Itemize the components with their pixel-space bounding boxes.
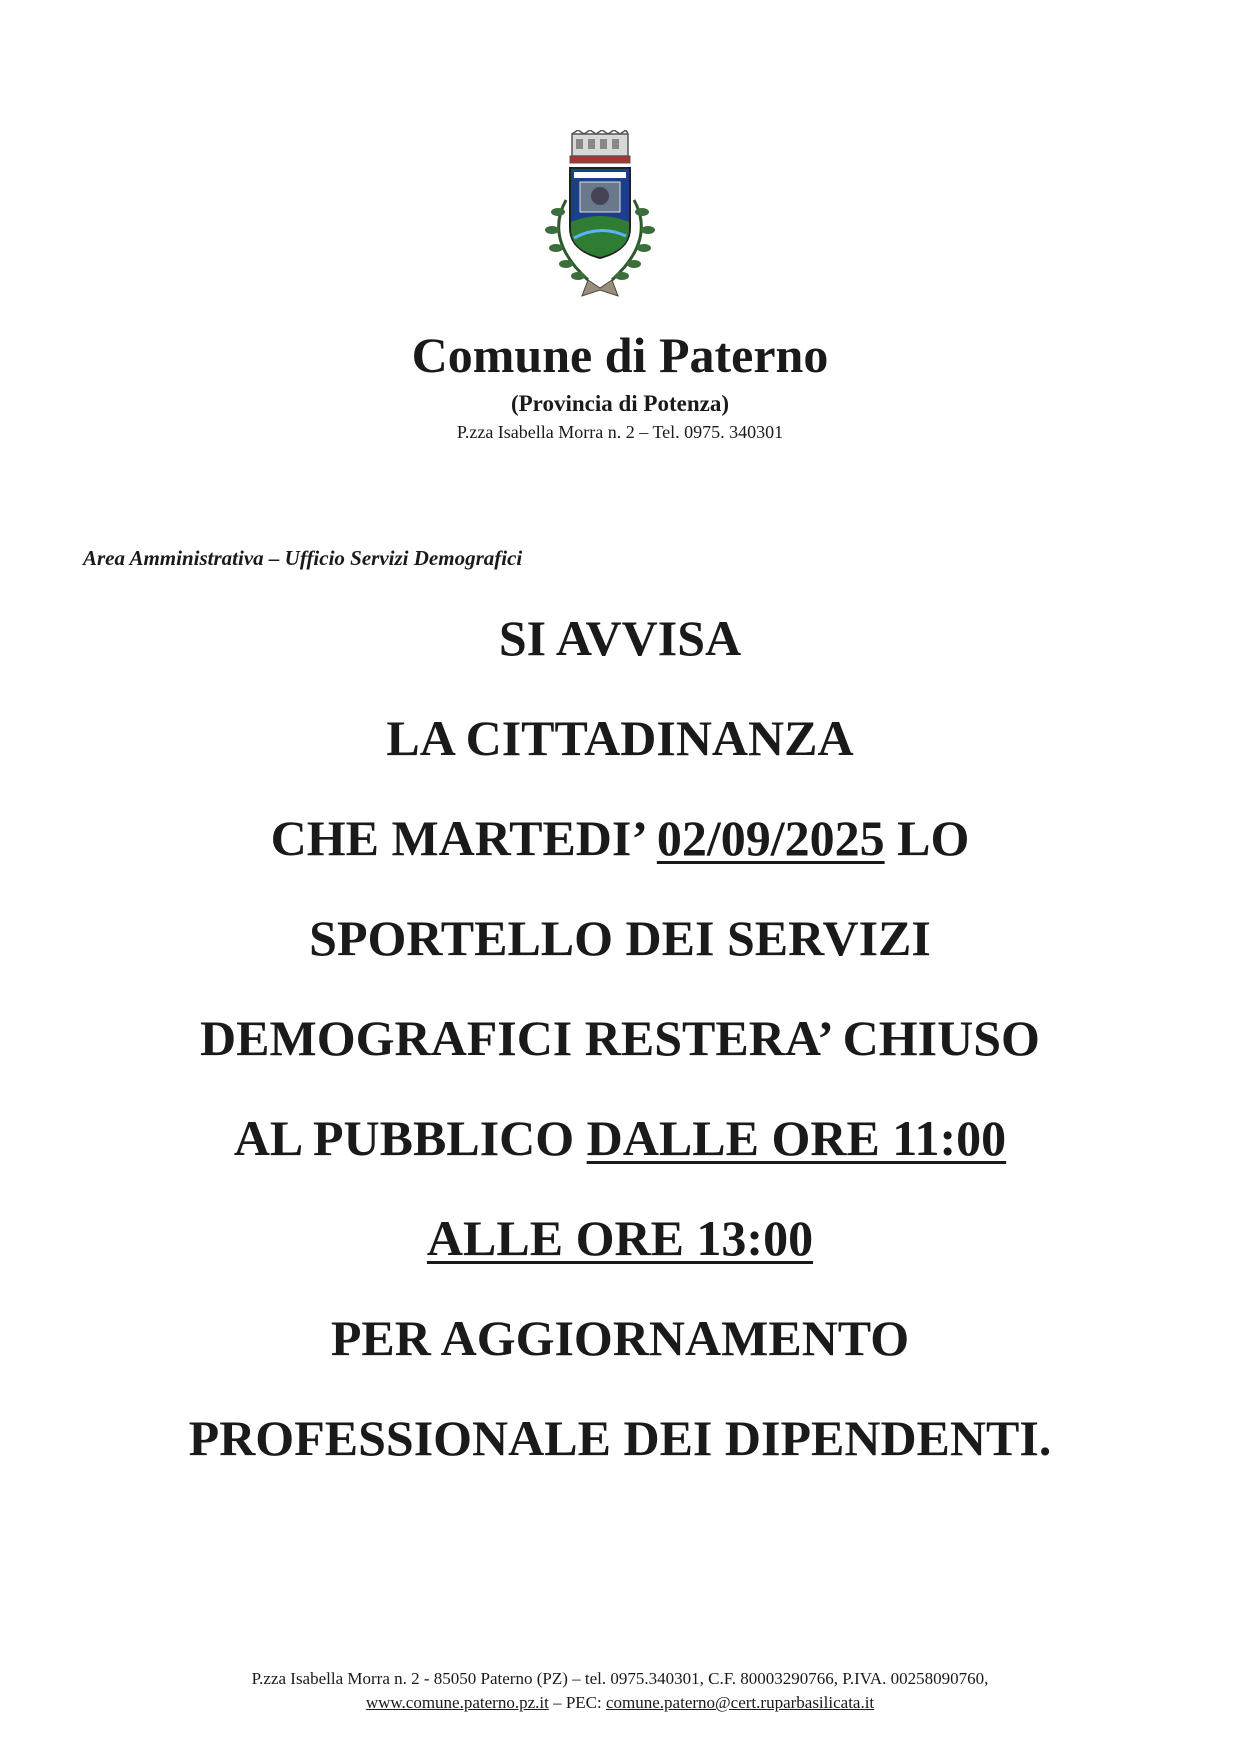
footer-contacts: [0, 1691, 1240, 1715]
pec-email-link[interactable]: comune.paterno@cert.ruparbasilicata.it: [605, 1693, 875, 1712]
notice-line: DEMOGRAFICI RESTERA’ CHIUSO: [200, 1010, 1040, 1066]
province-label: (Provincia di Potenza): [510, 391, 730, 416]
header-address: P.zza Isabella Morra n. 2 – Tel. 0975. 340301: [456, 422, 784, 442]
notice-line: [0, 1098, 1240, 1198]
notice-body: [0, 598, 1240, 1498]
notice-line: SI AVVISA: [498, 610, 742, 666]
closure-date: 02/09/2025: [656, 810, 885, 866]
pec-label: – PEC:: [548, 1693, 606, 1712]
closure-start-time: DALLE ORE 11:00: [586, 1110, 1007, 1166]
municipal-crest: [530, 130, 670, 310]
notice-line: PROFESSIONALE DEI DIPENDENTI.: [188, 1410, 1052, 1466]
municipality-name: Comune di Paterno: [411, 327, 829, 383]
notice-line: SPORTELLO DEI SERVIZI: [309, 910, 931, 966]
notice-text: CHE MARTEDI’: [270, 810, 657, 866]
department-label: Area Amministrativa – Ufficio Servizi Demografici: [83, 546, 523, 570]
footer: [0, 1667, 1240, 1715]
notice-text: AL PUBBLICO: [233, 1110, 587, 1166]
notice-line: [0, 1198, 1240, 1298]
notice-line: PER AGGIORNAMENTO: [330, 1310, 910, 1366]
notice-line: [0, 798, 1240, 898]
coat-of-arms-icon: [530, 130, 670, 310]
footer-address: P.zza Isabella Morra n. 2 - 85050 Paterno (PZ) – tel. 0975.340301, C.F. 80003290766, P.IVA. 00258090760,: [251, 1669, 989, 1688]
website-link[interactable]: www.comune.paterno.pz.it: [365, 1693, 549, 1712]
closure-end-time: ALLE ORE 13:00: [426, 1210, 814, 1266]
notice-text: LO: [884, 810, 970, 866]
notice-line: LA CITTADINANZA: [386, 710, 854, 766]
